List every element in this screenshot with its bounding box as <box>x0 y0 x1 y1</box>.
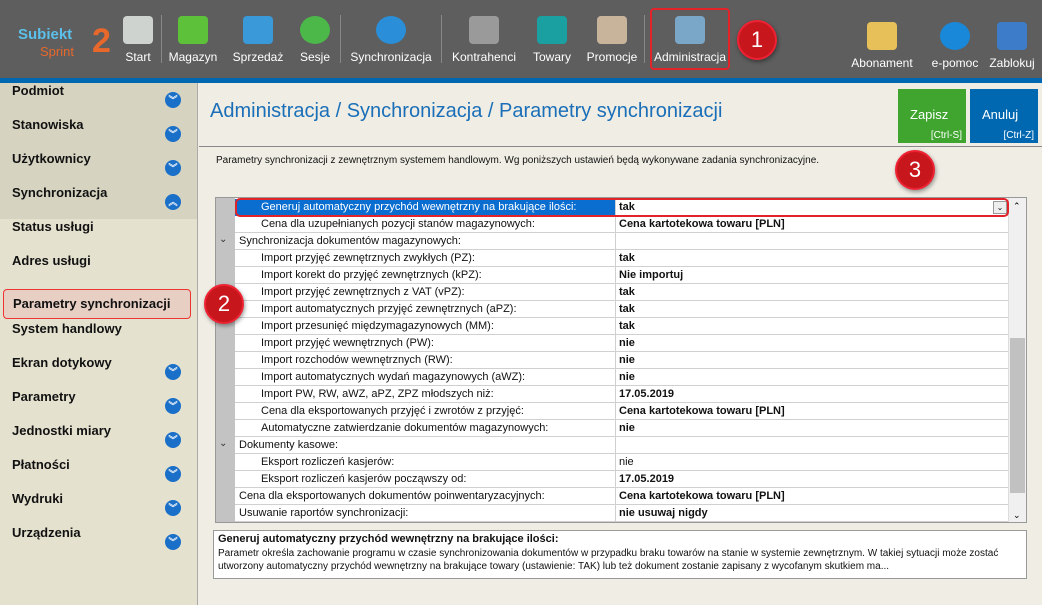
toolbar-promocje[interactable]: Promocje <box>582 14 642 70</box>
toolbar-kontrahenci[interactable]: Kontrahenci <box>446 14 522 70</box>
divider <box>199 146 1042 147</box>
grid-group-row[interactable] <box>219 437 1009 454</box>
grid-row[interactable] <box>235 454 1009 471</box>
param-value[interactable]: tak <box>619 320 635 332</box>
grid-row[interactable] <box>235 488 1009 505</box>
chevron-down-icon[interactable]: ︾ <box>165 534 181 550</box>
toolbar-synchronizacja[interactable]: Synchronizacja <box>348 14 434 70</box>
param-label: Import przyjęć zewnętrznych z VAT (vPZ): <box>235 284 616 301</box>
param-label: Dokumenty kasowe: <box>235 437 616 454</box>
param-label: Import automatycznych przyjęć zewnętrznych (aPZ): <box>235 301 616 318</box>
toolbar-start[interactable]: Start <box>118 14 158 70</box>
param-value[interactable] <box>619 233 989 250</box>
sidebar-item-urz-dzenia[interactable]: Urządzenia ︾ <box>0 525 197 559</box>
chevron-down-icon[interactable]: ︾ <box>165 398 181 414</box>
param-value[interactable]: tak <box>619 201 635 213</box>
scroll-down-icon[interactable]: ⌄ <box>1013 510 1021 520</box>
toolbar-sesje[interactable]: Sesje <box>294 14 336 70</box>
grid-row[interactable] <box>235 505 1009 522</box>
grid-row[interactable] <box>235 420 1009 437</box>
sidebar-item-jednostki-miary[interactable]: Jednostki miary ︾ <box>0 423 197 457</box>
grid-row[interactable] <box>235 403 1009 420</box>
toolbar-sprzeda-[interactable]: Sprzedaż <box>228 14 288 70</box>
shield-question-icon <box>867 22 897 50</box>
param-value[interactable]: 17.05.2019 <box>619 473 675 485</box>
goods-icon <box>537 16 567 44</box>
param-value[interactable]: Nie importuj <box>619 269 684 281</box>
param-value[interactable]: tak <box>619 252 635 264</box>
param-label: Import rozchodów wewnętrznych (RW): <box>235 352 616 369</box>
grid-row[interactable] <box>235 284 1009 301</box>
collapse-chevron-icon[interactable]: ⌄ <box>219 438 228 449</box>
grid-row[interactable] <box>235 250 1009 267</box>
dropdown-arrow-icon[interactable]: ⌄ <box>993 201 1007 214</box>
param-label: Cena dla uzupełnianych pozycji stanów magazynowych: <box>235 216 616 233</box>
param-label: Cena dla eksportowanych dokumentów poinwentaryzacyjnych: <box>235 488 616 505</box>
sidebar-item-stanowiska[interactable]: Stanowiska ︾ <box>0 117 197 151</box>
param-value[interactable]: nie <box>619 337 635 349</box>
sidebar-item-system-handlowy[interactable]: System handlowy <box>12 321 122 336</box>
chevron-down-icon[interactable]: ︾ <box>165 500 181 516</box>
sidebar-item-parametry-synchronizacji[interactable]: Parametry synchronizacji <box>3 289 191 319</box>
toolbar-separator <box>441 15 442 63</box>
sidebar-item-podmiot[interactable]: Podmiot ︾ <box>0 83 197 117</box>
param-value[interactable]: 17.05.2019 <box>619 388 675 400</box>
toolbar-e-pomoc[interactable]: e-pomoc <box>924 20 986 76</box>
scrollbar-thumb[interactable] <box>1010 338 1025 493</box>
step-badge-1: 1 <box>737 20 777 60</box>
grid-row[interactable] <box>235 267 1009 284</box>
param-label: Import przesunięć międzymagazynowych (MM): <box>235 318 616 335</box>
chevron-up-icon[interactable]: ︽ <box>165 194 181 210</box>
chevron-down-icon[interactable]: ︾ <box>165 126 181 142</box>
param-label: Generuj automatyczny przychód wewnętrzny na brakujące ilości: <box>235 199 616 216</box>
highlight-administracja <box>650 8 730 70</box>
main-toolbar <box>0 0 1042 78</box>
session-user-icon <box>300 16 330 44</box>
sidebar-item-u-ytkownicy[interactable]: Użytkownicy ︾ <box>0 151 197 185</box>
grid-row[interactable] <box>235 369 1009 386</box>
carts-icon <box>243 16 273 44</box>
toolbar-separator <box>161 15 162 63</box>
param-label: Synchronizacja dokumentów magazynowych: <box>235 233 616 250</box>
param-value[interactable]: nie <box>619 422 635 434</box>
chevron-down-icon[interactable]: ︾ <box>165 92 181 108</box>
lock-icon <box>997 22 1027 50</box>
toolbar-magazyn[interactable]: Magazyn <box>166 14 220 70</box>
help-icon <box>940 22 970 50</box>
param-value[interactable]: Cena kartotekowa towaru [PLN] <box>619 490 785 502</box>
sidebar-item-wydruki[interactable]: Wydruki ︾ <box>0 491 197 525</box>
toolbar-separator <box>644 15 645 63</box>
toolbar-abonament[interactable]: Abonament <box>846 20 918 76</box>
param-value[interactable]: tak <box>619 303 635 315</box>
chevron-down-icon[interactable]: ︾ <box>165 160 181 176</box>
step-badge-3: 3 <box>895 150 935 190</box>
param-value[interactable]: Cena kartotekowa towaru [PLN] <box>619 218 785 230</box>
sidebar-item-status-us-ugi[interactable]: Status usługi <box>12 219 94 234</box>
chevron-down-icon[interactable]: ︾ <box>165 432 181 448</box>
cancel-button[interactable]: Anuluj [Ctrl-Z] <box>970 89 1038 143</box>
param-value[interactable]: nie <box>619 354 635 366</box>
shop-icon <box>123 16 153 44</box>
sidebar <box>0 83 198 605</box>
parameters-grid <box>215 197 1027 523</box>
sidebar-item-synchronizacja[interactable]: Synchronizacja ︽ <box>0 185 197 219</box>
param-value[interactable]: tak <box>619 286 635 298</box>
sync-icon <box>376 16 406 44</box>
param-label: Cena dla eksportowanych przyjęć i zwrotów z przyjęć: <box>235 403 616 420</box>
grid-row[interactable] <box>235 352 1009 369</box>
scrollbar[interactable] <box>1008 198 1026 523</box>
param-label: Import korekt do przyjęć zewnętrznych (kPZ): <box>235 267 616 284</box>
sidebar-item-parametry[interactable]: Parametry ︾ <box>0 389 197 423</box>
grid-row[interactable] <box>235 471 1009 488</box>
param-label: Import PW, RW, aWZ, aPZ, ZPZ młodszych niż: <box>235 386 616 403</box>
description-panel: Generuj automatyczny przychód wewnętrzny na brakujące ilości: Parametr określa zachowanie programu w czasie synchronizowania dokumentów w przypadku braku towarów na stanie w systemie zewnętrznym. W takiej sytuacji może zostać utworzony automatyczny przychód wewnętrzny na brakujące towary (ustawienie: TAK) lub też dokument zostanie zapisany z wycofanym skutkiem ma... <box>213 530 1027 579</box>
param-value[interactable] <box>619 437 989 454</box>
highlight-row <box>235 198 1009 217</box>
scroll-up-icon[interactable]: ⌃ <box>1013 201 1021 211</box>
toolbar-separator <box>340 15 341 63</box>
param-label: Import przyjęć wewnętrznych (PW): <box>235 335 616 352</box>
grid-row[interactable] <box>235 335 1009 352</box>
sidebar-item-p-atno-ci[interactable]: Płatności ︾ <box>0 457 197 491</box>
chevron-down-icon[interactable]: ︾ <box>165 466 181 482</box>
param-label: Eksport rozliczeń kasjerów począwszy od: <box>235 471 616 488</box>
step-badge-2: 2 <box>204 284 244 324</box>
param-label: Eksport rozliczeń kasjerów: <box>235 454 616 471</box>
app-logo: Subiekt Sprint 2 <box>18 22 111 60</box>
param-label: Automatyczne zatwierdzanie dokumentów magazynowych: <box>235 420 616 437</box>
toolbar-towary[interactable]: Towary <box>528 14 576 70</box>
grid-gutter <box>216 198 235 523</box>
collapse-chevron-icon[interactable]: ⌄ <box>219 234 228 245</box>
toolbar-administracja[interactable]: Administracja <box>652 14 728 70</box>
grid-row[interactable] <box>235 301 1009 318</box>
contractor-icon <box>469 16 499 44</box>
grid-row[interactable] <box>235 318 1009 335</box>
save-button[interactable]: Zapisz [Ctrl-S] <box>898 89 966 143</box>
page-title: Administracja / Synchronizacja / Parametry synchronizacji <box>210 100 723 122</box>
chevron-down-icon[interactable]: ︾ <box>165 364 181 380</box>
warehouse-truck-icon <box>178 16 208 44</box>
param-label: Import automatycznych wydań magazynowych (aWZ): <box>235 369 616 386</box>
sidebar-item-ekran-dotykowy[interactable]: Ekran dotykowy ︾ <box>0 355 197 389</box>
grid-row[interactable] <box>235 216 1009 233</box>
param-label: Import przyjęć zewnętrznych zwykłych (PZ): <box>235 250 616 267</box>
toolbar-zablokuj[interactable]: Zablokuj <box>985 20 1039 76</box>
param-value[interactable]: nie usuwaj nigdy <box>619 507 708 519</box>
param-value[interactable]: nie <box>619 456 634 468</box>
param-label: Usuwanie raportów synchronizacji: <box>235 505 616 522</box>
param-value[interactable]: nie <box>619 371 635 383</box>
param-value[interactable]: Cena kartotekowa towaru [PLN] <box>619 405 785 417</box>
promo-tag-icon <box>597 16 627 44</box>
grid-row[interactable] <box>235 386 1009 403</box>
intro-text: Parametry synchronizacji z zewnętrznym systemem handlowym. Wg poniższych ustawień będą wykonywane zadania synchronizacyjne. <box>216 155 820 166</box>
grid-group-row[interactable] <box>219 233 1009 250</box>
sidebar-item-adres-us-ugi[interactable]: Adres usługi <box>12 253 91 268</box>
